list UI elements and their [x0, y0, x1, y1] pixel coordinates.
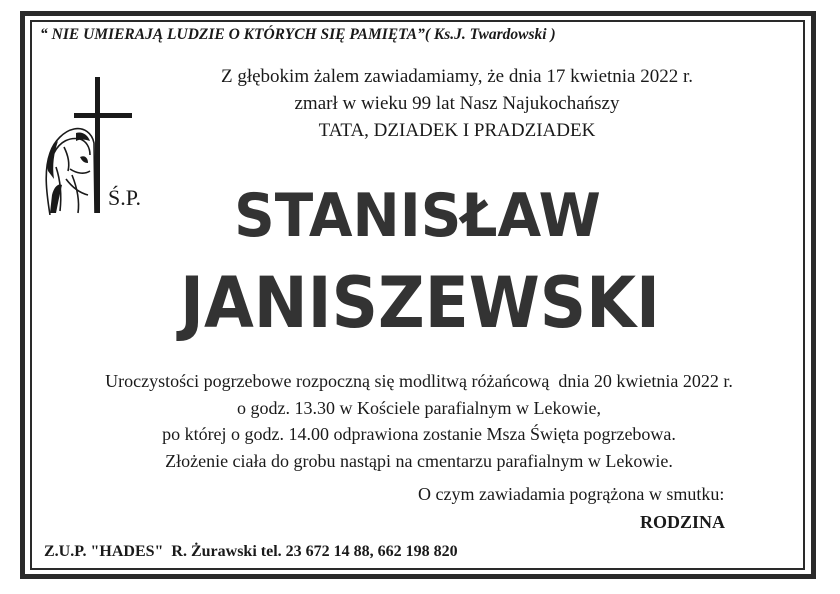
honorific-sp: Ś.P. — [108, 185, 142, 210]
intro-line-1: Z głębokim żalem zawiadamiamy, że dnia 17 kwietnia 2022 r. — [220, 66, 694, 87]
funeral-ceremony-details — [40, 368, 798, 474]
ceremony-line-4: Złożenie ciała do grobu nastąpi na cmentarzu parafialnym w Lekowie. — [165, 450, 673, 471]
motto-quote: “ NIE UMIERAJĄ LUDZIE O KTÓRYCH SIĘ PAMIĘTA”( Ks.J. Twardowski ) — [40, 26, 556, 43]
ceremony-line-3: po której o godz. 14.00 odprawiona zostanie Msza Święta pogrzebowa. — [162, 424, 676, 444]
mourners-line: O czym zawiadamia pogrążona w smutku: — [418, 484, 725, 504]
ceremony-line-2: o godz. 13.30 w Kościele parafialnym w Lekowie, — [237, 397, 601, 418]
ceremony-line-1: Uroczystości pogrzebowe rozpoczną się modlitwą różańcową dnia 20 kwietnia 2022 r. — [105, 371, 733, 391]
funeral-home-footer: Z.U.P. "HADES" R. Żurawski tel. 23 672 14 88, 662 198 820 — [44, 543, 458, 560]
deceased-last-name: JANISZEWSKI — [179, 262, 661, 344]
intro-line-3: TATA, DZIADEK I PRADZIADEK — [318, 120, 596, 141]
family-signature: RODZINA — [640, 512, 726, 532]
intro-line-2: zmarł w wieku 99 lat Nasz Najukochańszy — [294, 93, 620, 114]
deceased-first-name: STANISŁAW — [234, 181, 601, 251]
announcement-intro — [155, 63, 759, 144]
